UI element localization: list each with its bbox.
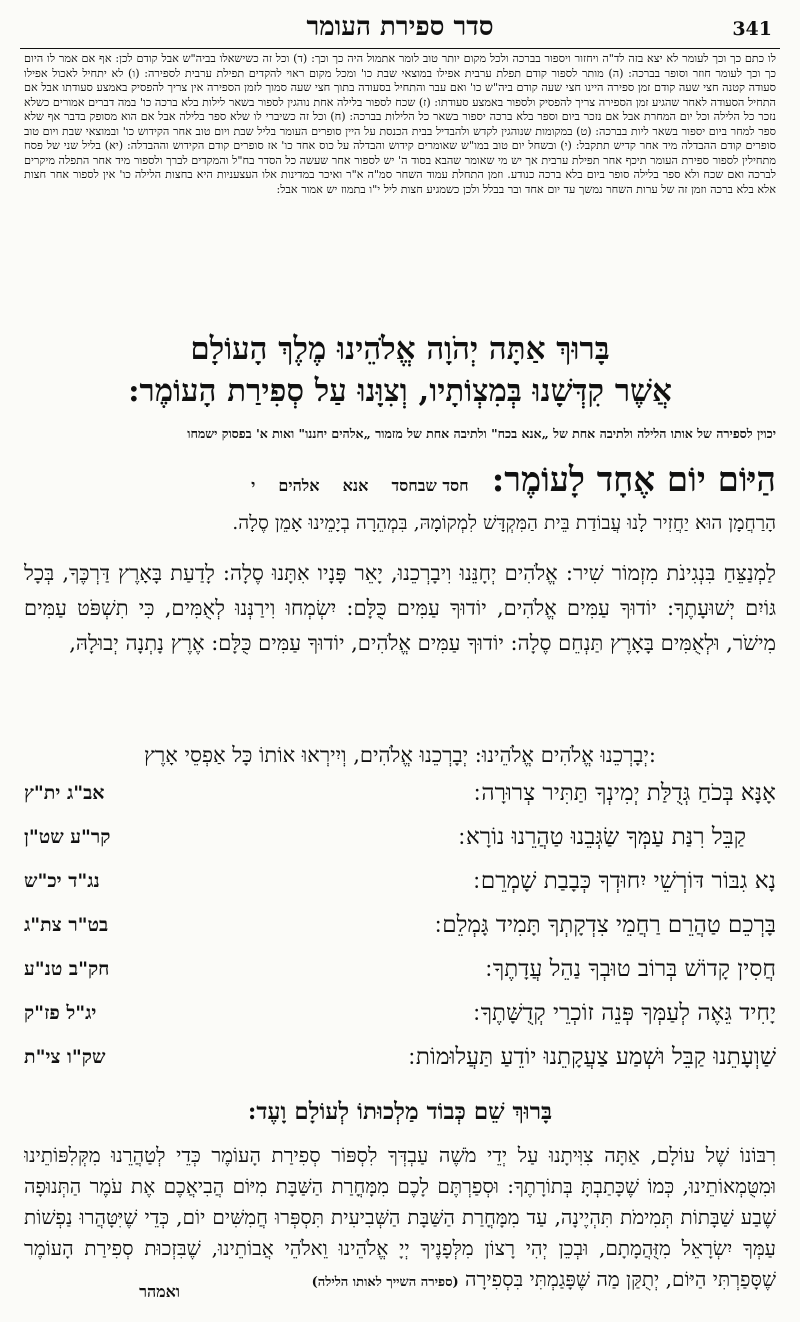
harachaman-prayer: הָרַחֲמָן הוּא יַחֲזִיר לָנוּ עֲבוֹדַת בֵּית הַמִּקְדָּשׁ לִמְקוֹמָהּ, בִּמְהֵרָה בְיָמֵינוּ אָמֵן סֶלָה. [232,512,776,534]
ana-bekoach [24,780,776,1110]
ana-line-text: חֲסִין קָדוֹשׁ בְּרוֹב טוּבְךָ נַהֵל עֲדָתֶךָ ׃ [485,956,776,982]
psalm-67: לַמְנַצֵּחַ בִּנְגִינֹת מִזְמוֹר שִׁיר: אֱלֹהִים יְחָנֵּנוּ וִיבָרְכֵנוּ, יָאֵר פָּנָיו אִתָּנוּ סֶלָה: לָדַעַת בָּאָרֶץ דַּרְכֶּךָ, בְּכָל גּוֹיִם יְשׁוּעָתֶךָ: יוֹדוּךָ עַמִּים אֱלֹהִים, יוֹדוּךָ עַמִּים כֻּלָּם: יִשְׂמְחוּ וִירַנְּנוּ לְאֻמִּים, כִּי תִשְׁפֹּט עַמִּים מִישֹׁר, וּלְאֻמִּים בָּאָרֶץ תַּנְחֵם סֶלָה: יוֹדוּךָ עַמִּים אֱלֹהִים, יוֹדוּךָ עַמִּים כֻּלָּם: אֶרֶץ נָתְנָה יְבוּלָהּ, [24,561,776,655]
ana-line-text: שַׁוְעָתֵנוּ קַבֵּל וּשְׁמַע צַעֲקָתֵנוּ יוֹדֵעַ תַּעֲלוּמוֹת ׃ [408,1044,776,1070]
psalm-word: אלהים [278,476,320,495]
omer-count-row [24,460,776,500]
psalm-67-final: יְבָרְכֵנוּ אֱלֹהִים אֱלֹהֵינוּ: יְבָרְכֵנוּ אֱלֹהִים, וְיִירְאוּ אוֹתוֹ כָּל אַפְסֵי אָרֶץ: [143,743,656,767]
halachic-commentary: לו כתם כך וכך לעומר לא יצא בזה לד"ה ויחזור ויספור בברכה ולכל מקום יותר טוב לומר אתמול היה כך וכך: (ד) וכל זה כשישאלו בביה"ש אבל קודם לכן: אף אם אמר לו היום כך וכך לעומר חוזר וסופר בברכה: (ה) מותר לספור קודם תפלת ערבית אפילו במוצאי שבת כו' ומכל מקום ראוי להקדים תפילת ערבית לספירה: (ו) לא יתחיל לאכול אפילו סעודה קטנה חצי שעה קודם זמן ספירה היינו חצי שעה קודם ביה"ש כו' ואם עבר והתחיל בסעודה בתוך חצי שעה סמוך לזמן הספירה אין צריך להפסיק באמצע סעודתו אבל אם התחיל הסעודה לאחר שהגיע זמן הספירה צריך להפסיק ולספור באמצע סעודתו: (ז) שכח לספור בלילה אחת נוהגין לספור בשאר לילות בלא ברכה כו' במה דברים אמורים כשלא נזכר כל הלילה וכל יום המחרת אבל אם נזכר ביום וספר בלא ברכה יספור בשאר כל הלילות בברכה: (ח) וכל זה כשיברי לו שלא ספר בלילה אבל אם הוא מסופק בדבר אף שלא ספר למחר ביום יספור בשאר ליות בברכה: (ט) במקומות שנוהגין לקדש ולהבדיל בבית הכנסת על היין סופרים העומר בליל שבת ויום טוב אחר הקידוש כו' ובמוצאי שבת ויום טוב סופרים קודם ההבדלה מיד אחר קדיש תתקבל: (י) ובשחל יום טוב במו"ש שאומרים קידוש והבדלה על כוס אחד כו' אז סופרים קודם הקידוש וההבדלה: (יא) בליל שני של פסח מתחילין לספור ספירת העומר תיכף אחר תפילת ערבית אך יש מי שאומר שהבא בסוד ה' יש לספור אחר שעשה כל הסדר בח"ל והמקדים לברך ולספור מיד אחר התפלה מיקרים לברכה ואם שכח ולא ספר בלילה סופר ביום בלא ברכה כנודע. וזמן התחלת עמוד השחר סמ"ה א"ר ואיכר במדינות אלו העצעניות היא בחצות הלילה כו' אין לספור אחר חצות אלא בלא ברכה וזמן זה של ערות השחר נמשך עד יום אחד ובר בבלל ולכן כשמגיע חצות ליל י"ו בתמוז יש אמור אבל: [24,52,776,196]
sefirah-attribute: חסד שבחסד [391,476,469,495]
ana-line [24,912,776,952]
ribono-shel-olam [24,1140,776,1300]
ana-line-text: בָּרְכֵם טַהֲרֵם רַחֲמֵי צִדְקָתְךָ תָּמִיד גָּמְלֵם ׃ [434,912,776,938]
baruch-shem: בָּרוּךְ שֵׁם כְּבוֹד מַלְכוּתוֹ לְעוֹלָם וָעֶד: [247,1098,553,1125]
ana-line [24,1000,776,1040]
ana-line [24,780,776,820]
blessing-line-2: אֲשֶׁר קִדְּשָׁנוּ בְּמִצְוֹתָיו, וְצִוָּנוּ עַל סְפִירַת הָעוֹמֶר: [128,373,672,409]
ana-line [24,824,776,864]
ana-line-code: בט"ר צת"ג [24,914,109,936]
intention-instruction: יכוין לספירה של אותו הלילה ולתיבה אחת של „אנא בכח" ולתיבה אחת של מזמור „אלהים יחננו" ואות א' בפסוק ישמחו [187,426,776,441]
omer-count-text: הַיּוֹם יוֹם אֶחָד לָעוֹמֶר: [491,460,776,500]
ana-line [24,868,776,908]
ana-word: אנא [342,476,369,495]
ana-line-code: קר"ע שט"ן [24,826,111,848]
ana-line [24,1044,776,1084]
ana-line [24,956,776,996]
ana-line-text: קַבֵּל רִנַּת עַמְּךָ שַׂגְּבֵנוּ טַהֲרֵנוּ נוֹרָא ׃ [458,824,746,850]
continuation-word: ואמהר [139,1282,180,1301]
closing-text: רִבּוֹנוֹ שֶׁל עוֹלָם, אַתָּה צִוִּיתָנוּ עַל יְדֵי מֹשֶׁה עַבְדְּךָ לִסְפּוֹר סְפִירַת הָעוֹמֶר כְּדֵי לְטַהֲרֵנוּ מִקְּלִפּוֹתֵינוּ וּמִטֻּמְאוֹתֵינוּ, כְּמוֹ שֶׁכָּתַבְתָּ בְּתוֹרָתֶךָ: וּסְפַרְתֶּם לָכֶם מִמָּחֳרַת הַשַּׁבָּת מִיּוֹם הֲבִיאֲכֶם אֶת עֹמֶר הַתְּנוּפָה שֶׁבַע שַׁבָּתוֹת תְּמִימֹת תִּהְיֶינָה, עַד מִמָּחֳרַת הַשַּׁבָּת הַשְּׁבִיעִית תִּסְפְּרוּ חֲמִשִּׁים יוֹם, כְּדֵי שֶׁיִּטָּהֲרוּ נַפְשׁוֹת עַמְּךָ יִשְׂרָאֵל מִזֻּהֲמָתָם, וּבְכֵן יְהִי רָצוֹן מִלְּפָנֶיךָ יְיָ אֱלֹהֵינוּ וֵאלֹהֵי אֲבוֹתֵינוּ, שֶׁבִּזְכוּת סְפִירַת הָעוֹמֶר שֶׁסָּפַרְתִּי הַיּוֹם, יְתֻקַּן מַה שֶּׁפָּגַמְתִּי בִּסְפִירָה [24,1143,776,1291]
ana-line-code: שק"ו צי"ת [24,1046,106,1068]
page-title: סדר ספירת העומר [306,12,494,42]
blessing-line-1: בָּרוּךְ אַתָּה יְהֹוָה אֱלֹהֵינוּ מֶלֶךְ הָעוֹלָם [190,331,610,367]
ana-line-code: יג"ל פז"ק [24,1002,97,1024]
ana-line-code: נג"ד יכ"ש [24,870,100,892]
verse-letter: י [251,476,256,495]
ana-line-text: אָנָּא בְּכֹחַ גְּדֻלַּת יְמִינְךָ תַּתִּיר צְרוּרָה ׃ [474,780,776,806]
closing-note: (ספירה השייך לאותו הלילה) [311,1275,459,1290]
ana-line-text: נָא גִבּוֹר דּוֹרְשֵׁי יִחוּדְךָ כְּבָבַת שָׁמְרֵם ׃ [473,868,776,894]
ana-line-code: חק"ב טנ"ע [24,958,110,980]
ana-line-code: אב"ג ית"ץ [24,782,105,804]
page-header [20,8,780,49]
ana-line-text: יָחִיד גֵּאֶה לְעַמְּךָ פְּנֵה זוֹכְרֵי קְדֻשָּׁתֶךָ ׃ [473,1000,776,1026]
page-number: 341 [732,18,772,40]
